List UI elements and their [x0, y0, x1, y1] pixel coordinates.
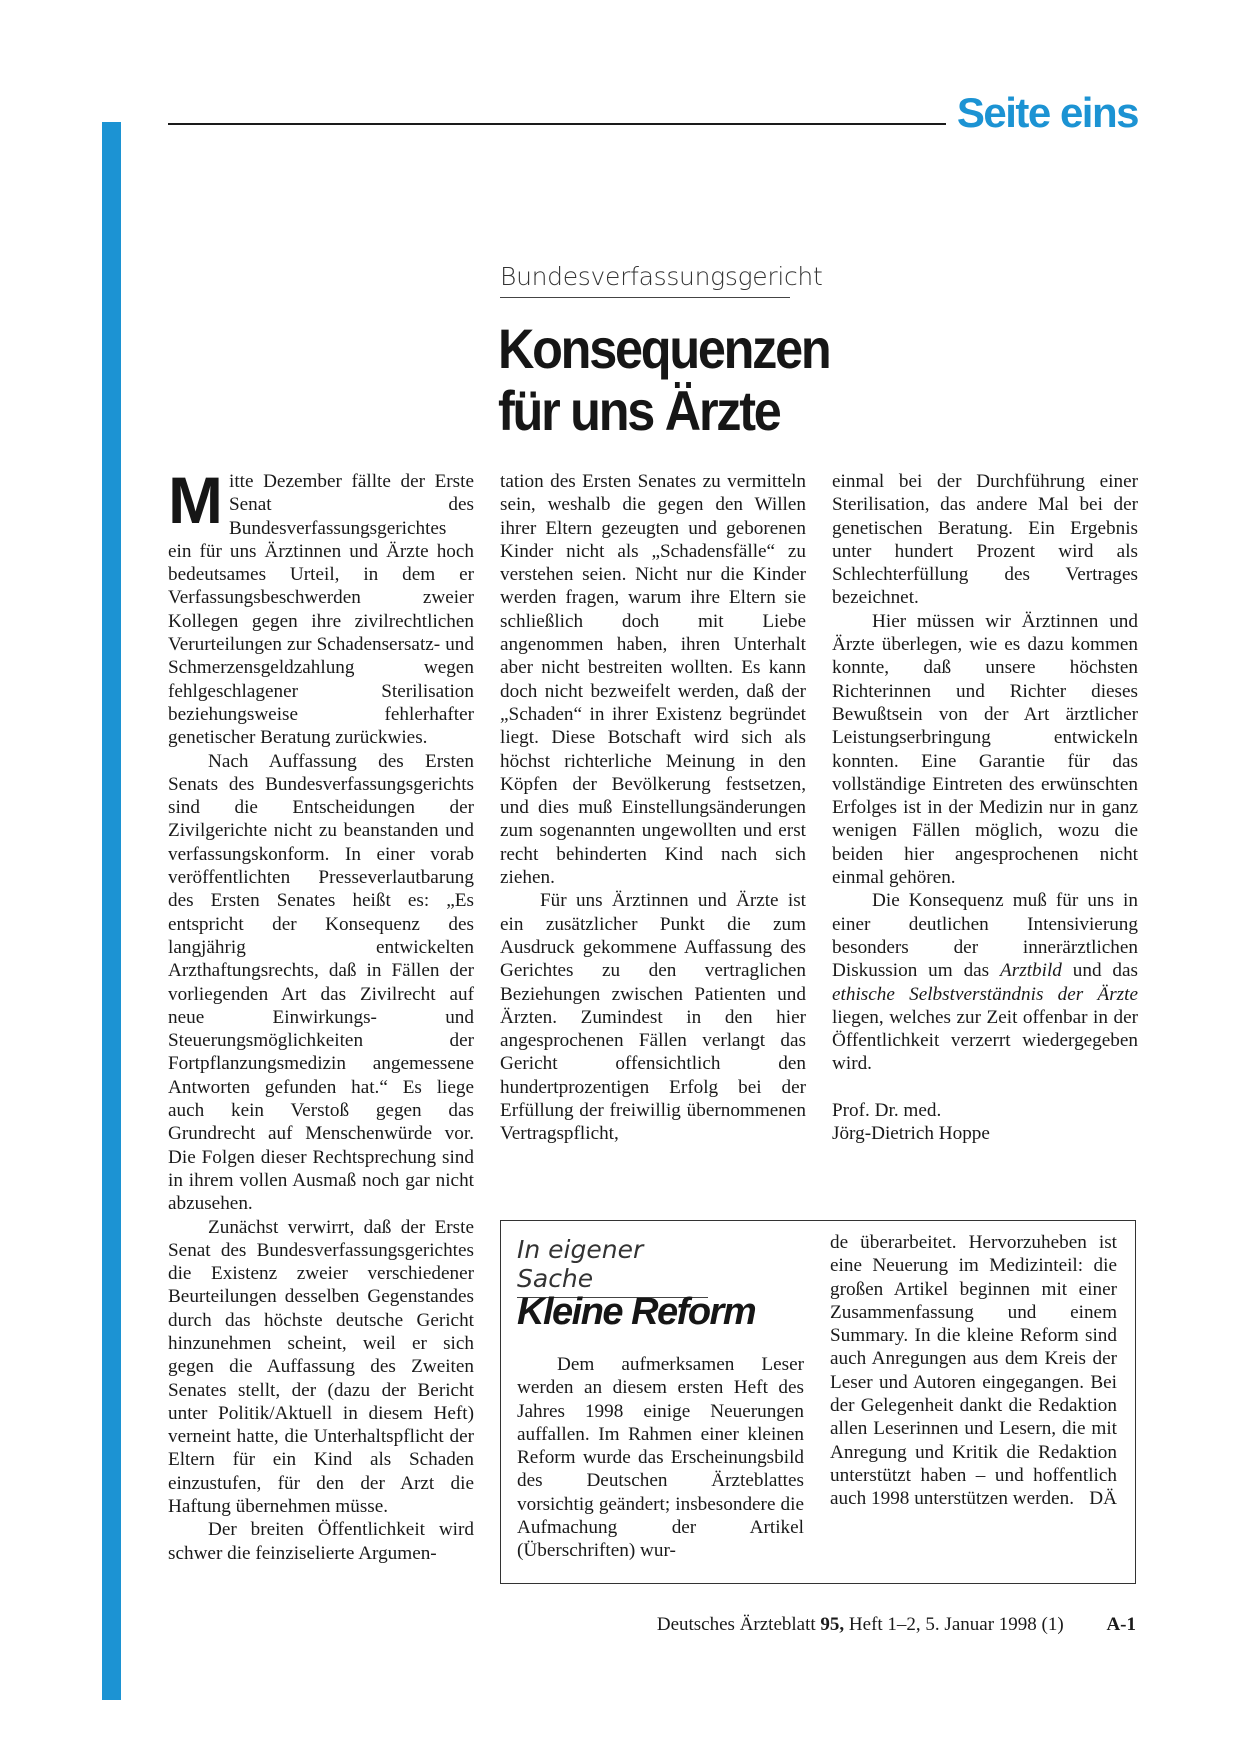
section-label: Seite eins: [956, 89, 1138, 136]
paragraph: Für uns Ärztinnen und Ärzte ist ein zusätzlicher Punkt die zum Ausdruck gekommene Auffassung des Gerichtes zu den vertraglichen Beziehungen zwischen Patienten und Ärzten. Zumindest in den hier angesprochenen Fällen verlangt das Gericht offensichtlich den hundertprozentigen Erfolg bei der Erfüllung der freiwillig übernommenen Vertragspflicht,: [500, 890, 806, 1145]
emphasis: ethische Selbstverständnis der Ärzte: [832, 983, 1138, 1005]
paragraph-text: de überarbeitet. Hervorzuheben ist eine Neuerung im Medizinteil: die großen Artikel beginnen mit einer Zusammenfassung und einem Summary. In die kleine Reform sind auch Anregungen aus dem Kreis der Leser und Autoren eingegangen. Bei der Gelegenheit dankt die Redaktion allen Leserinnen und Lesern, die mit Anregung und Kritik die Redaktion unterstützt haben – und hoffentlich auch 1998 unterstützen werden.: [830, 1232, 1117, 1510]
box-title: Kleine Reform: [517, 1291, 756, 1333]
volume-number: 95,: [820, 1614, 845, 1635]
header-rule: [168, 123, 946, 125]
paragraph: Nach Auffassung des Ersten Senats des Bundesverfassungsgerichts sind die Entscheidungen der Zivilgerichte nicht zu beanstanden und verfassungskonform. In einer vorab veröffentlichten Presseverlautbarung des Ersten Senates heißt es: „Es entspricht der Konsequenz des langjährig entwickelten Arzthaftungsrechts, daß in Fällen der vorliegenden Art das Zivilrecht auf neue Einwirkungs- und Steuerungsmöglichkeiten der Fortpflanzungsmedizin angemessene Antworten gefunden hat.“ Es liege auch kein Verstoß gegen das Grundrecht auf Menschenwürde vor. Die Folgen dieser Rechtsprechung sind in ihrem vollen Ausmaß noch gar nicht abzusehen.: [168, 750, 474, 1215]
author-name: Jörg-Dietrich Hoppe: [832, 1123, 990, 1145]
page-footer: [500, 1614, 1136, 1636]
paragraph-text: itte Dezember fällte der Erste Senat des Bundesverfassungsgerichtes ein für uns Ärztinnen und Ärzte hoch bedeutsames Urteil, in dem er Verfassungsbeschwerden zweier Kollegen gegen ihre zivilrechtlichen Verurteilungen zur Schadensersatz- und Schmerzensgeldzahlung wegen fehlgeschlagener Sterilisation beziehungsweise fehlerhafter genetischer Beratung zurückwies.: [168, 471, 474, 749]
paragraph: Zunächst verwirrt, daß der Erste Senat des Bundesverfassungsgerichtes die Existenz zweier verschiedener Beurteilungen desselben Gegenstandes durch das höchste deutsche Gericht hinzunehmen scheint, weil er sich gegen die Auffassung des Zweiten Senates stellt, der (dazu der Bericht unter Politik/Aktuell in diesem Heft) verneint hatte, die Unterhaltspflicht der Eltern für ein Kind als Schaden einzustufen, für den der Arzt die Haftung übernehmen müsse.: [168, 1216, 474, 1518]
info-box: [500, 1220, 1136, 1584]
paragraph: Der breiten Öffentlichkeit wird schwer die feinziselierte Argumen-: [168, 1519, 474, 1564]
article-kicker: Bundesverfassungsgericht: [500, 262, 790, 298]
headline-line-1: Konsequenzen: [498, 317, 830, 380]
issue-info: Heft 1–2, 5. Januar 1998 (1): [848, 1614, 1064, 1635]
text-run: und das: [1061, 960, 1139, 982]
box-kicker: In eigener Sache: [517, 1235, 708, 1298]
journal-name: Deutsches Ärzteblatt: [656, 1614, 816, 1635]
author-title: Prof. Dr. med.: [832, 1099, 942, 1121]
paragraph: [168, 463, 474, 750]
article-headline: [498, 318, 1056, 442]
text-run: Die Konsequenz muß für uns in einer deutlichen Intensivierung besonders der innerärztlichen Diskussion um das: [832, 890, 1138, 982]
article-column-2: [500, 470, 806, 1146]
paragraph: [830, 1231, 1117, 1511]
paragraph: tation des Ersten Senates zu vermitteln sein, weshalb die gegen den Willen ihrer Eltern gezeugten und geborenen Kinder nicht als „Schadensfälle“ zu verstehen seien. Nicht nur die Kinder werden fragen, warum ihre Eltern sie schließlich doch mit Liebe angenommen haben, ihren Unterhalt aber nicht bestreiten wollten. Es kann doch nicht bezweifelt werden, daß der „Schaden“ in ihrer Existenz begründet liegt. Diese Botschaft wird sich als höchst richterliche Meinung in den Köpfen der Bevölkerung festsetzen, und dies muß Einstellungsänderungen zum sogenannten ungewollten und erst recht behinderten Kind nach sich ziehen.: [500, 471, 806, 889]
paragraph: Dem aufmerksamen Leser werden an diesem ersten Heft des Jahres 1998 einige Neuerungen auffallen. Im Rahmen einer kleinen Reform wurde das Erscheinungsbild des Deutschen Ärzteblattes vorsichtig geändert; insbesondere die Aufmachung der Artikel (Überschriften) wur-: [517, 1354, 804, 1562]
emphasis: Arztbild: [1000, 960, 1062, 982]
author-signature: [832, 1099, 1138, 1146]
sidebar-accent-bar: [102, 122, 121, 1700]
box-sign-off: DÄ: [1089, 1488, 1117, 1510]
box-column-2: [830, 1231, 1117, 1511]
text-run: liegen, welches zur Zeit offenbar in der Öffentlichkeit verzerrt wiedergegeben wird.: [832, 1006, 1138, 1075]
paragraph: einmal bei der Durchführung einer Sterilisation, das andere Mal bei der genetischen Beratung. Ein Ergebnis unter hundert Prozent wird als Schlechterfüllung des Vertrages bezeichnet.: [832, 471, 1138, 609]
headline-line-2: für uns Ärzte: [498, 379, 780, 442]
box-column-1: [517, 1353, 804, 1563]
drop-cap: M: [168, 463, 223, 537]
article-column-3: [832, 470, 1138, 1145]
paragraph: [832, 889, 1138, 1075]
page-number: A-1: [1106, 1614, 1136, 1635]
article-column-1: [168, 463, 474, 1565]
paragraph: Hier müssen wir Ärztinnen und Ärzte überlegen, wie es dazu kommen konnte, daß unsere höchsten Richterinnen und Richter dieses Bewußtsein von der Art ärztlicher Leistungserbringung entwickeln konnten. Eine Garantie für das vollständige Eintreten des erwünschten Erfolges ist in der Medizin nur in ganz wenigen Fällen möglich, wozu die beiden hier angesprochenen nicht einmal gehören.: [832, 610, 1138, 889]
